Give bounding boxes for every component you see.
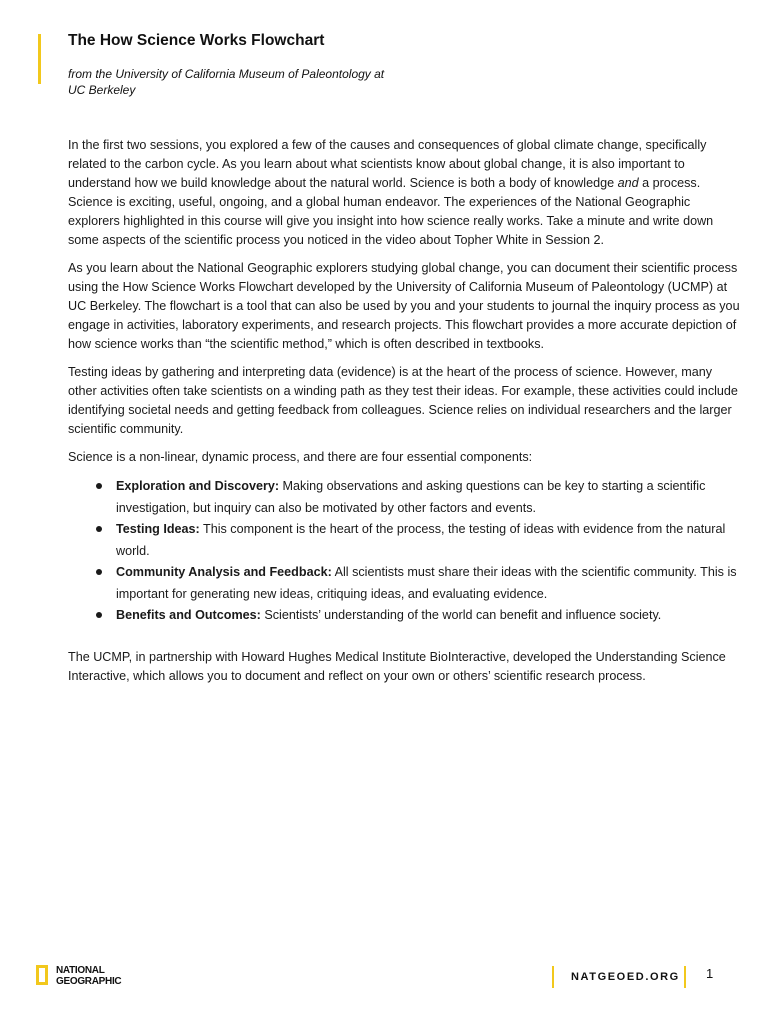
list-item — [68, 605, 740, 627]
list-item — [68, 476, 740, 519]
bullet-icon — [96, 526, 102, 532]
document-body — [68, 136, 740, 695]
document-title: The How Science Works Flowchart — [68, 32, 325, 49]
list-item — [68, 562, 740, 605]
paragraph-flowchart: As you learn about the National Geographic explorers studying global change, you can document their scientific process using the How Science Works Flowchart developed by the University of California Museum of Paleontology (UCMP) at UC Berkeley. The flowchart is a tool that can also be used by you and your students to journal the inquiry process as you engage in activities, laboratory experiments, and research projects. This flowchart provides a more accurate depiction of how science works than “the scientific method,” which is often described in textbooks. — [68, 261, 740, 351]
paragraph-testing-ideas: Testing ideas by gathering and interpreting data (evidence) is at the heart of the process of science. However, many other activities often take scientists on a winding path as they test their ideas. For example, these activities could include identifying societal needs and getting feedback from colleagues. Science relies on individual researchers and the larger scientific community. — [68, 365, 738, 436]
component-term: Benefits and Outcomes: — [116, 608, 261, 622]
logo-wordmark — [56, 965, 166, 987]
title-accent-bar — [38, 34, 41, 84]
paragraph-ucmp-partnership: The UCMP, in partnership with Howard Hughes Medical Institute BioInteractive, developed the Understanding Science Interactive, which allows you to document and reflect on your own or others’ scientific research process. — [68, 649, 726, 683]
footer-divider-left — [552, 966, 554, 988]
list-item — [68, 519, 740, 562]
logo-line-1: NATIONAL — [56, 965, 105, 976]
component-term: Community Analysis and Feedback: — [116, 565, 332, 579]
paragraph-intro-part1: In the first two sessions, you explored a few of the causes and consequences of global climate change, specifically related to the carbon cycle. As you learn about what scientists know about global change, it is also important to understand how we build knowledge about the natural world. Science is both a body of knowledge — [68, 138, 707, 190]
bullet-icon — [96, 612, 102, 618]
document-subtitle — [68, 66, 428, 98]
footer-divider-right — [684, 966, 686, 988]
bullet-icon — [96, 483, 102, 489]
paragraph-components-intro: Science is a non-linear, dynamic process, and there are four essential components: — [68, 450, 533, 464]
component-term: Exploration and Discovery: — [116, 479, 280, 493]
component-term: Testing Ideas: — [116, 522, 200, 536]
component-text: All scientists must share their ideas with the scientific community. This is important for generating new ideas, critiquing ideas, and evaluating evidence. — [116, 565, 737, 601]
footer-url[interactable]: NATGEOED.ORG — [571, 971, 680, 983]
logo-line-2: GEOGRAPHIC — [56, 976, 122, 987]
subtitle-line-1: from the University of California Museum of Paleontology at — [68, 67, 385, 81]
component-text: Scientists’ understanding of the world can benefit and influence society. — [260, 608, 662, 622]
component-text: This component is the heart of the process, the testing of ideas with evidence from the natural world. — [116, 522, 726, 558]
component-text: Making observations and asking questions can be key to starting a scientific investigation, but inquiry can also be motivated by other factors and events. — [116, 479, 706, 515]
components-list — [68, 476, 740, 627]
subtitle-line-2: UC Berkeley — [68, 83, 136, 97]
paragraph-intro — [68, 136, 740, 250]
page-number: 1 — [706, 966, 714, 981]
yellow-border-icon — [36, 965, 48, 985]
bullet-icon — [96, 569, 102, 575]
paragraph-intro-part2: a process. Science is exciting, useful, ongoing, and a global human endeavor. The experiences of the National Geographic explorers highlighted in this course will give you insight into how science really works. Take a minute and write down some aspects of the scientific process you noticed in the video about Topher White in Session 2. — [68, 176, 714, 247]
paragraph-intro-emphasis: and — [617, 176, 639, 190]
